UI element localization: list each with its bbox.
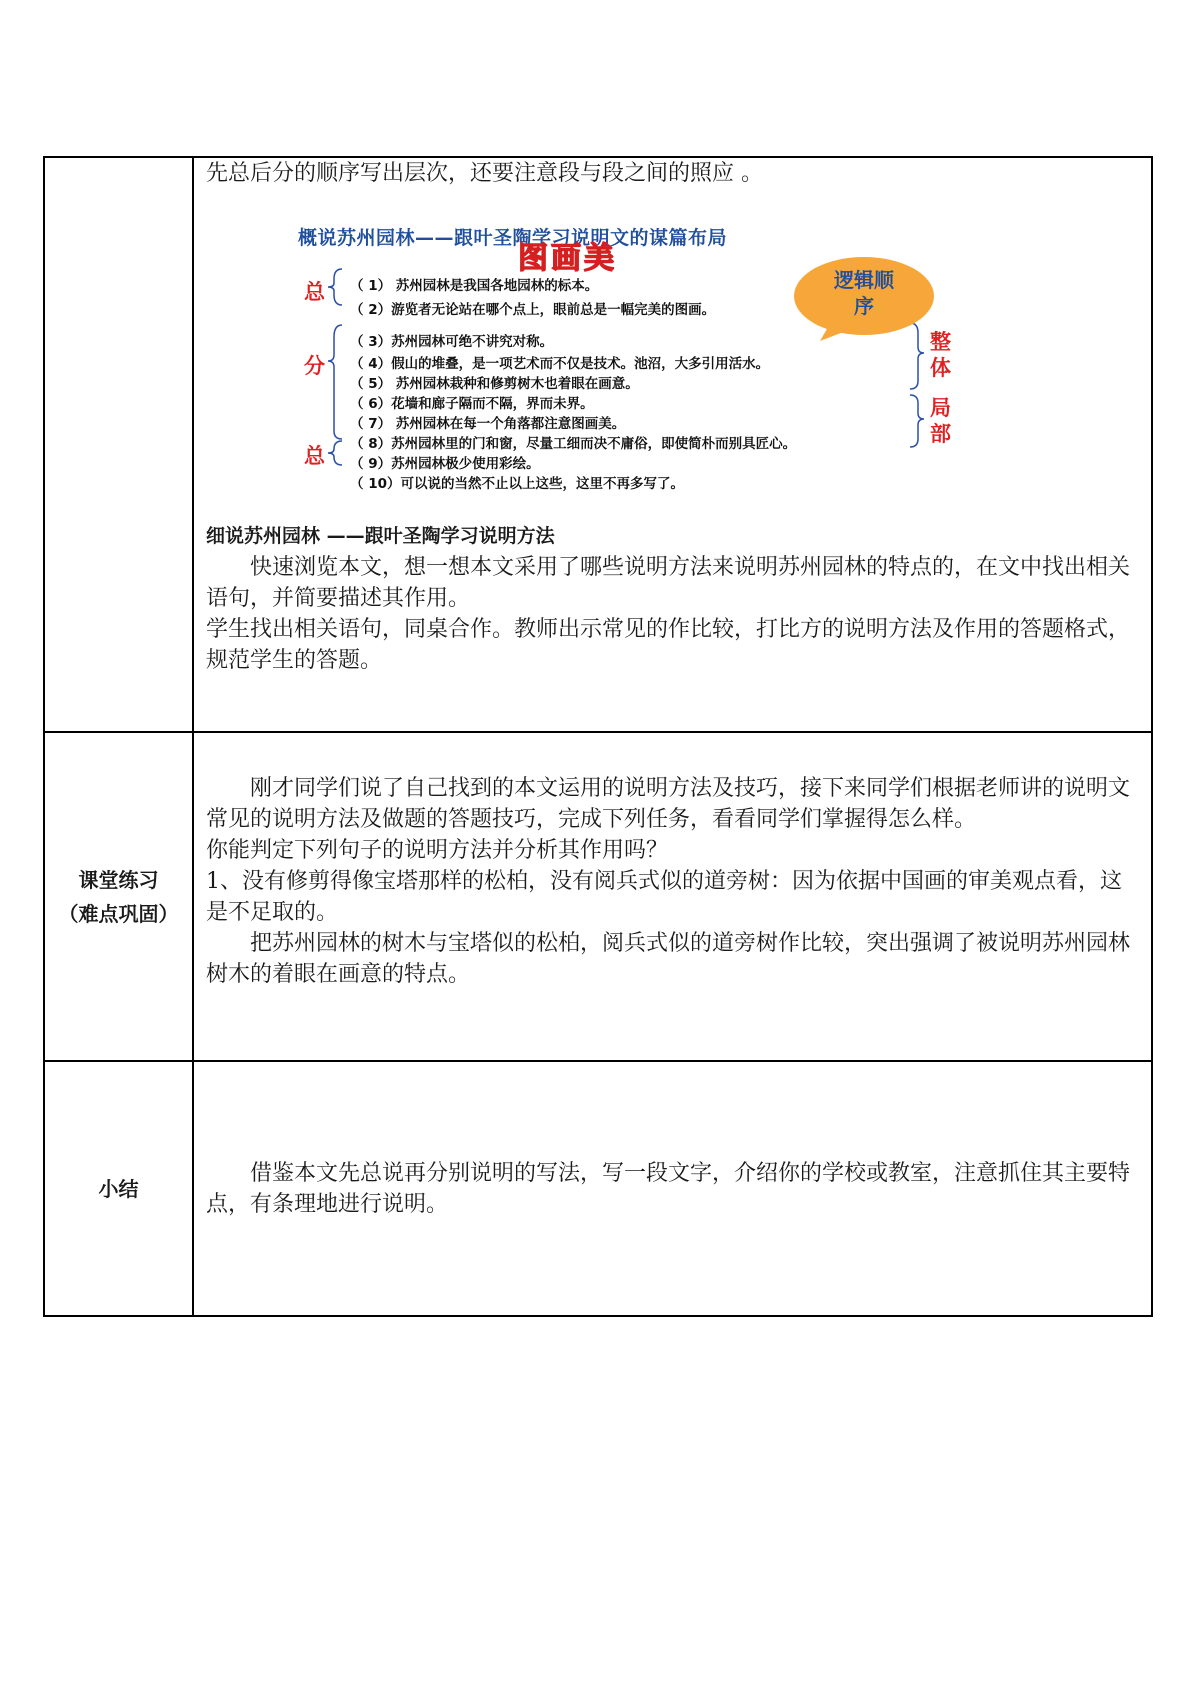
list-item: （ 6）花墙和廊子隔而不隔，界而未界。 [350, 396, 594, 412]
side-label-mid: 分 [304, 354, 325, 378]
side-label-top: 总 [304, 280, 325, 304]
label-line: 小结 [98, 1176, 139, 1201]
oval-label: 逻辑顺序 [834, 268, 894, 318]
list-item: （ 9）苏州园林极少使用彩绘。 [350, 456, 540, 472]
paragraph: 刚才同学们说了自己找到的本文运用的说明方法及技巧，接下来同学们根据老师讲的说明文常见的说明方法及做题的答题技巧，完成下列任务，看看同学们掌握得怎么样。 [206, 776, 1131, 832]
right-label-whole: 整体 [930, 330, 951, 380]
row-label-practice [44, 732, 193, 1061]
paragraph: 把苏州园林的树木与宝塔似的松柏，阅兵式似的道旁树作比较，突出强调了被说明苏州园林树木的着眼在画意的特点。 [206, 931, 1131, 987]
row-content-practice [193, 732, 1152, 1061]
section-heading: 细说苏州园林 ——跟叶圣陶学习说明方法 [206, 525, 555, 547]
table-row [44, 157, 1152, 732]
label-line: （难点巩固） [58, 901, 179, 926]
list-item: （ 5） 苏州园林栽种和修剪树木也着眼在画意。 [350, 376, 639, 392]
row-label-summary [44, 1061, 193, 1316]
side-label-bottom: 总 [304, 444, 325, 468]
diagram-title: 概说苏州园林——跟叶圣陶学习说明文的谋篇布局 [298, 227, 728, 249]
intro-text: 先总后分的顺序写出层次，还要注意段与段之间的照应 。 [206, 161, 763, 186]
structure-diagram [298, 223, 958, 513]
row-content-summary [193, 1061, 1152, 1316]
paragraph: 学生找出相关语句，同桌合作。教师出示常见的作比较，打比方的说明方法及作用的答题格式，规范学生的答题。 [206, 617, 1131, 673]
list-item: （ 1） 苏州园林是我国各地园林的标本。 [350, 278, 599, 294]
label-line: 课堂练习 [78, 867, 159, 892]
paragraph: 你能判定下列句子的说明方法并分析其作用吗？ [206, 838, 669, 863]
paragraph: 借鉴本文先总说再分别说明的写法，写一段文字，介绍你的学校或教室，注意抓住其主要特点，有条理地进行说明。 [206, 1160, 1131, 1217]
list-item: （ 7） 苏州园林在每一个角落都注意图画美。 [350, 416, 626, 432]
paragraph: 快速浏览本文，想一想本文采用了哪些说明方法来说明苏州园林的特点的，在文中找出相关语句，并简要描述其作用。 [206, 555, 1131, 611]
list-item: （ 3）苏州园林可绝不讲究对称。 [350, 334, 554, 350]
list-item: （ 10）可以说的当然不止以上这些，这里不再多写了。 [350, 476, 684, 492]
row-label-empty [44, 157, 193, 732]
table-row [44, 732, 1152, 1061]
list-item: （ 4）假山的堆叠，是一项艺术而不仅是技术。池沼，大多引用活水。 [350, 356, 770, 372]
lesson-table [43, 156, 1153, 1317]
right-label-part: 局部 [930, 396, 951, 446]
row-content-layout [193, 157, 1152, 732]
table-row [44, 1061, 1152, 1316]
list-item: （ 2）游览者无论站在哪个点上，眼前总是一幅完美的图画。 [350, 302, 716, 318]
list-item: （ 8）苏州园林里的门和窗，尽量工细而决不庸俗，即使简朴而别具匠心。 [350, 436, 797, 452]
diagram-subtitle: 图画美 [518, 241, 617, 276]
paragraph: 1、没有修剪得像宝塔那样的松柏，没有阅兵式似的道旁树：因为依据中国画的审美观点看，这是不足取的。 [206, 869, 1123, 925]
logic-order-oval [794, 257, 934, 335]
